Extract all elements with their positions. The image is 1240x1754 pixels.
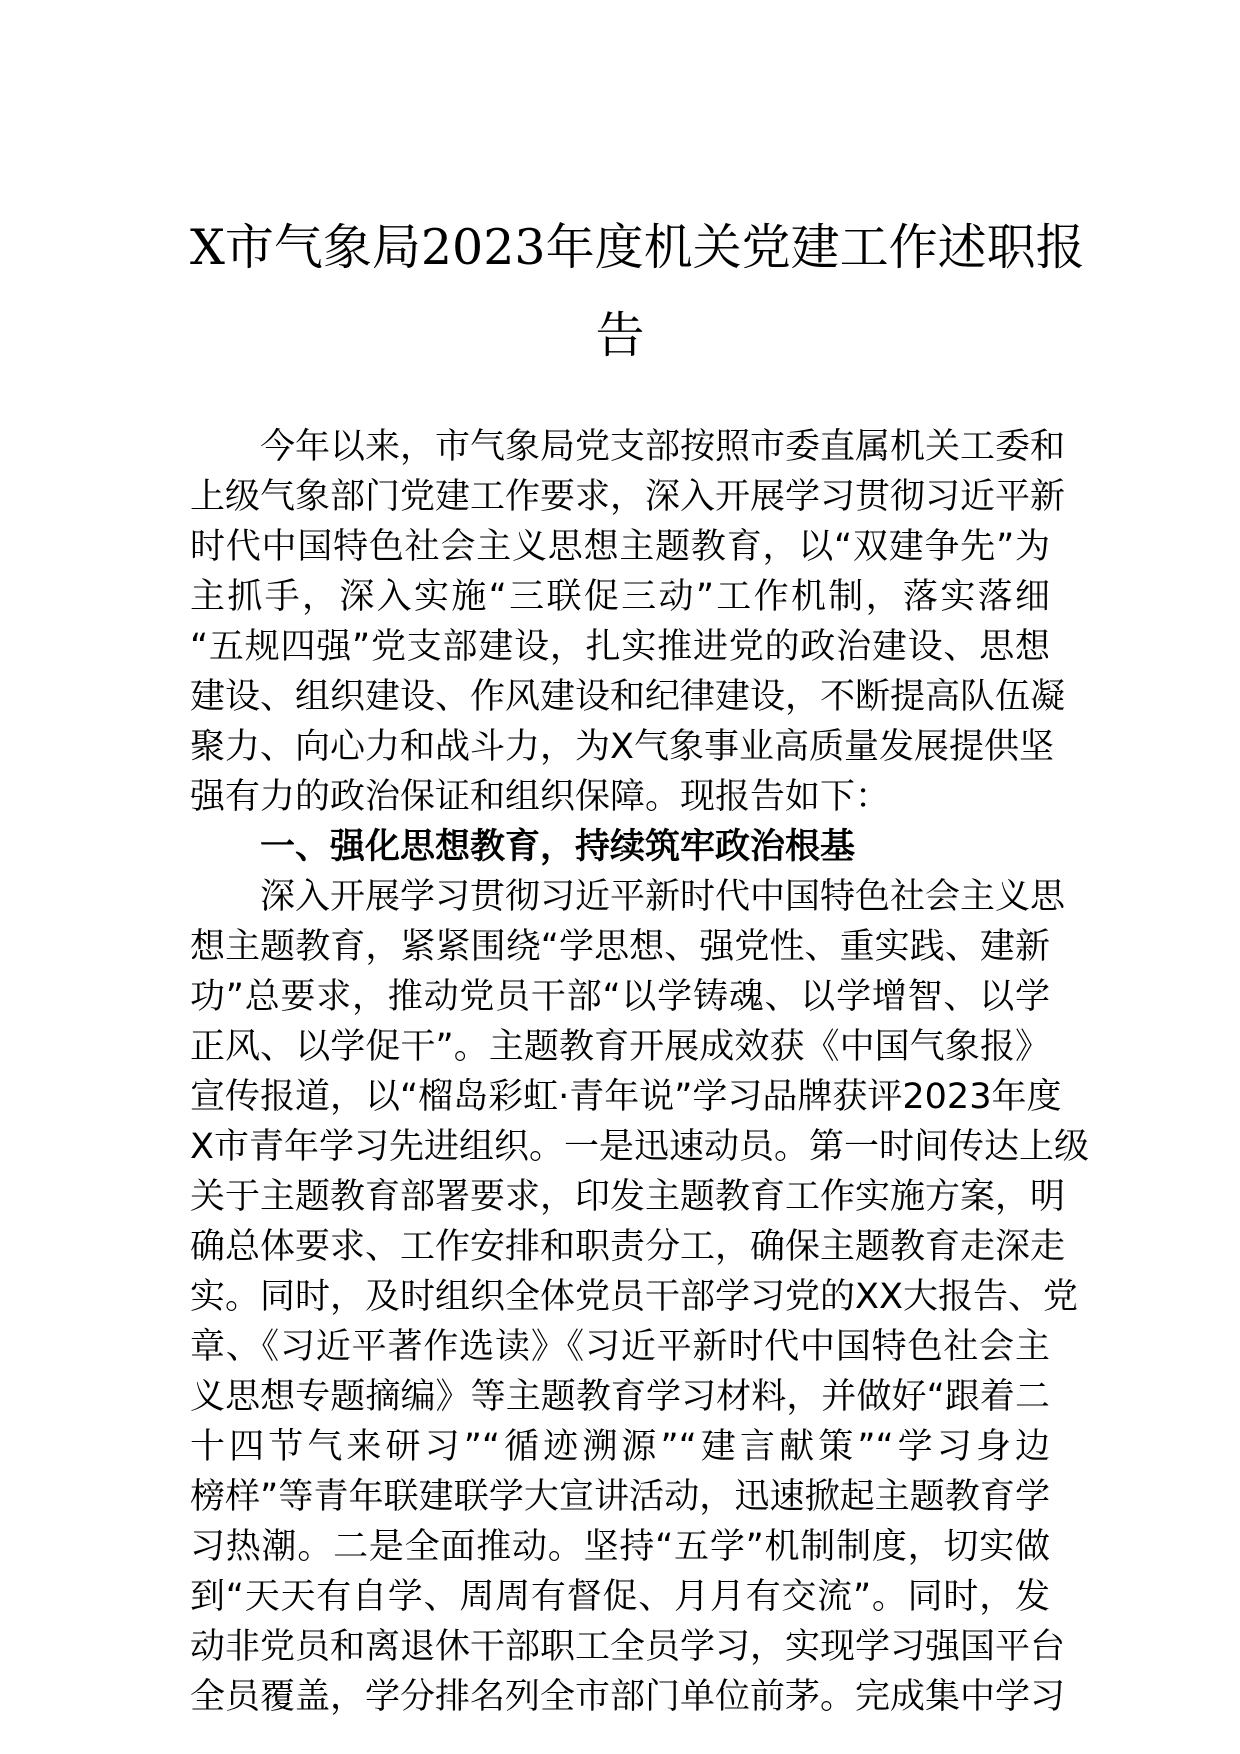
- text-line: X市青年学习先进组织。一是迅速动员。第一时间传达上级: [190, 1127, 1089, 1167]
- text-line: 全员覆盖，学分排名列全市部门单位前茅。完成集中学习: [190, 1677, 1066, 1717]
- text-line: 今年以来，市气象局党支部按照市委直属机关工委和: [260, 427, 1066, 467]
- text-line: 实。同时，及时组织全体党员干部学习党的XX大报告、党: [190, 1277, 1078, 1317]
- text-line: “五规四强”党支部建设，扎实推进党的政治建设、思想: [190, 627, 1050, 667]
- text-line: 强有力的政治保证和组织保障。现报告如下：: [190, 777, 891, 817]
- text-line: 关于主题教育部署要求，印发主题教育工作实施方案，明: [190, 1177, 1066, 1217]
- paragraph-section-1: [190, 872, 1089, 1722]
- text-line: 聚力、向心力和战斗力，为X气象事业高质量发展提供坚: [190, 727, 1054, 767]
- text-line: 确总体要求、工作安排和职责分工，确保主题教育走深走: [190, 1227, 1066, 1267]
- text-line: 时代中国特色社会主义思想主题教育，以“双建争先”为: [190, 527, 1050, 567]
- text-line: 想主题教育，紧紧围绕“学思想、强党性、重实践、建新: [190, 927, 1050, 967]
- text-line: 宣传报道，以“榴岛彩虹·青年说”学习品牌获评2023年度: [190, 1077, 1062, 1117]
- text-line: 建设、组织建设、作风建设和纪律建设，不断提高队伍凝: [190, 677, 1066, 717]
- text-line: 动非党员和离退休干部职工全员学习，实现学习强国平台: [190, 1627, 1066, 1667]
- text-line: 十四节气来研习”“循迹溯源”“建言献策”“学习身边: [190, 1427, 1050, 1467]
- paragraph-intro: [190, 422, 1066, 822]
- text-line: 主抓手，深入实施“三联促三动”工作机制，落实落细: [190, 577, 1050, 617]
- text-line: 习热潮。二是全面推动。坚持“五学”机制制度，切实做: [190, 1527, 1050, 1567]
- document-title-line-1: X市气象局2023年度机关党建工作述职报: [190, 219, 1085, 276]
- section-heading: 一、强化思想教育，持续筑牢政治根基: [260, 827, 856, 867]
- text-line: 功”总要求，推动党员干部“以学铸魂、以学增智、以学: [190, 977, 1050, 1017]
- document-title-line-2: 告: [595, 307, 645, 364]
- text-line: 到“天天有自学、周周有督促、月月有交流”。同时，发: [190, 1577, 1050, 1617]
- text-line: 上级气象部门党建工作要求，深入开展学习贯彻习近平新: [190, 477, 1066, 517]
- text-line: 章、《习近平著作选读》《习近平新时代中国特色社会主: [190, 1327, 1050, 1367]
- text-line: 义思想专题摘编》等主题教育学习材料，并做好“跟着二: [190, 1377, 1050, 1417]
- text-line: 正风、以学促干”。主题教育开展成效获《中国气象报》: [190, 1027, 1050, 1067]
- document-body: [190, 422, 1089, 1722]
- text-line: 榜样”等青年联建联学大宣讲活动，迅速掀起主题教育学: [190, 1477, 1050, 1517]
- text-line: 深入开展学习贯彻习近平新时代中国特色社会主义思: [260, 877, 1066, 917]
